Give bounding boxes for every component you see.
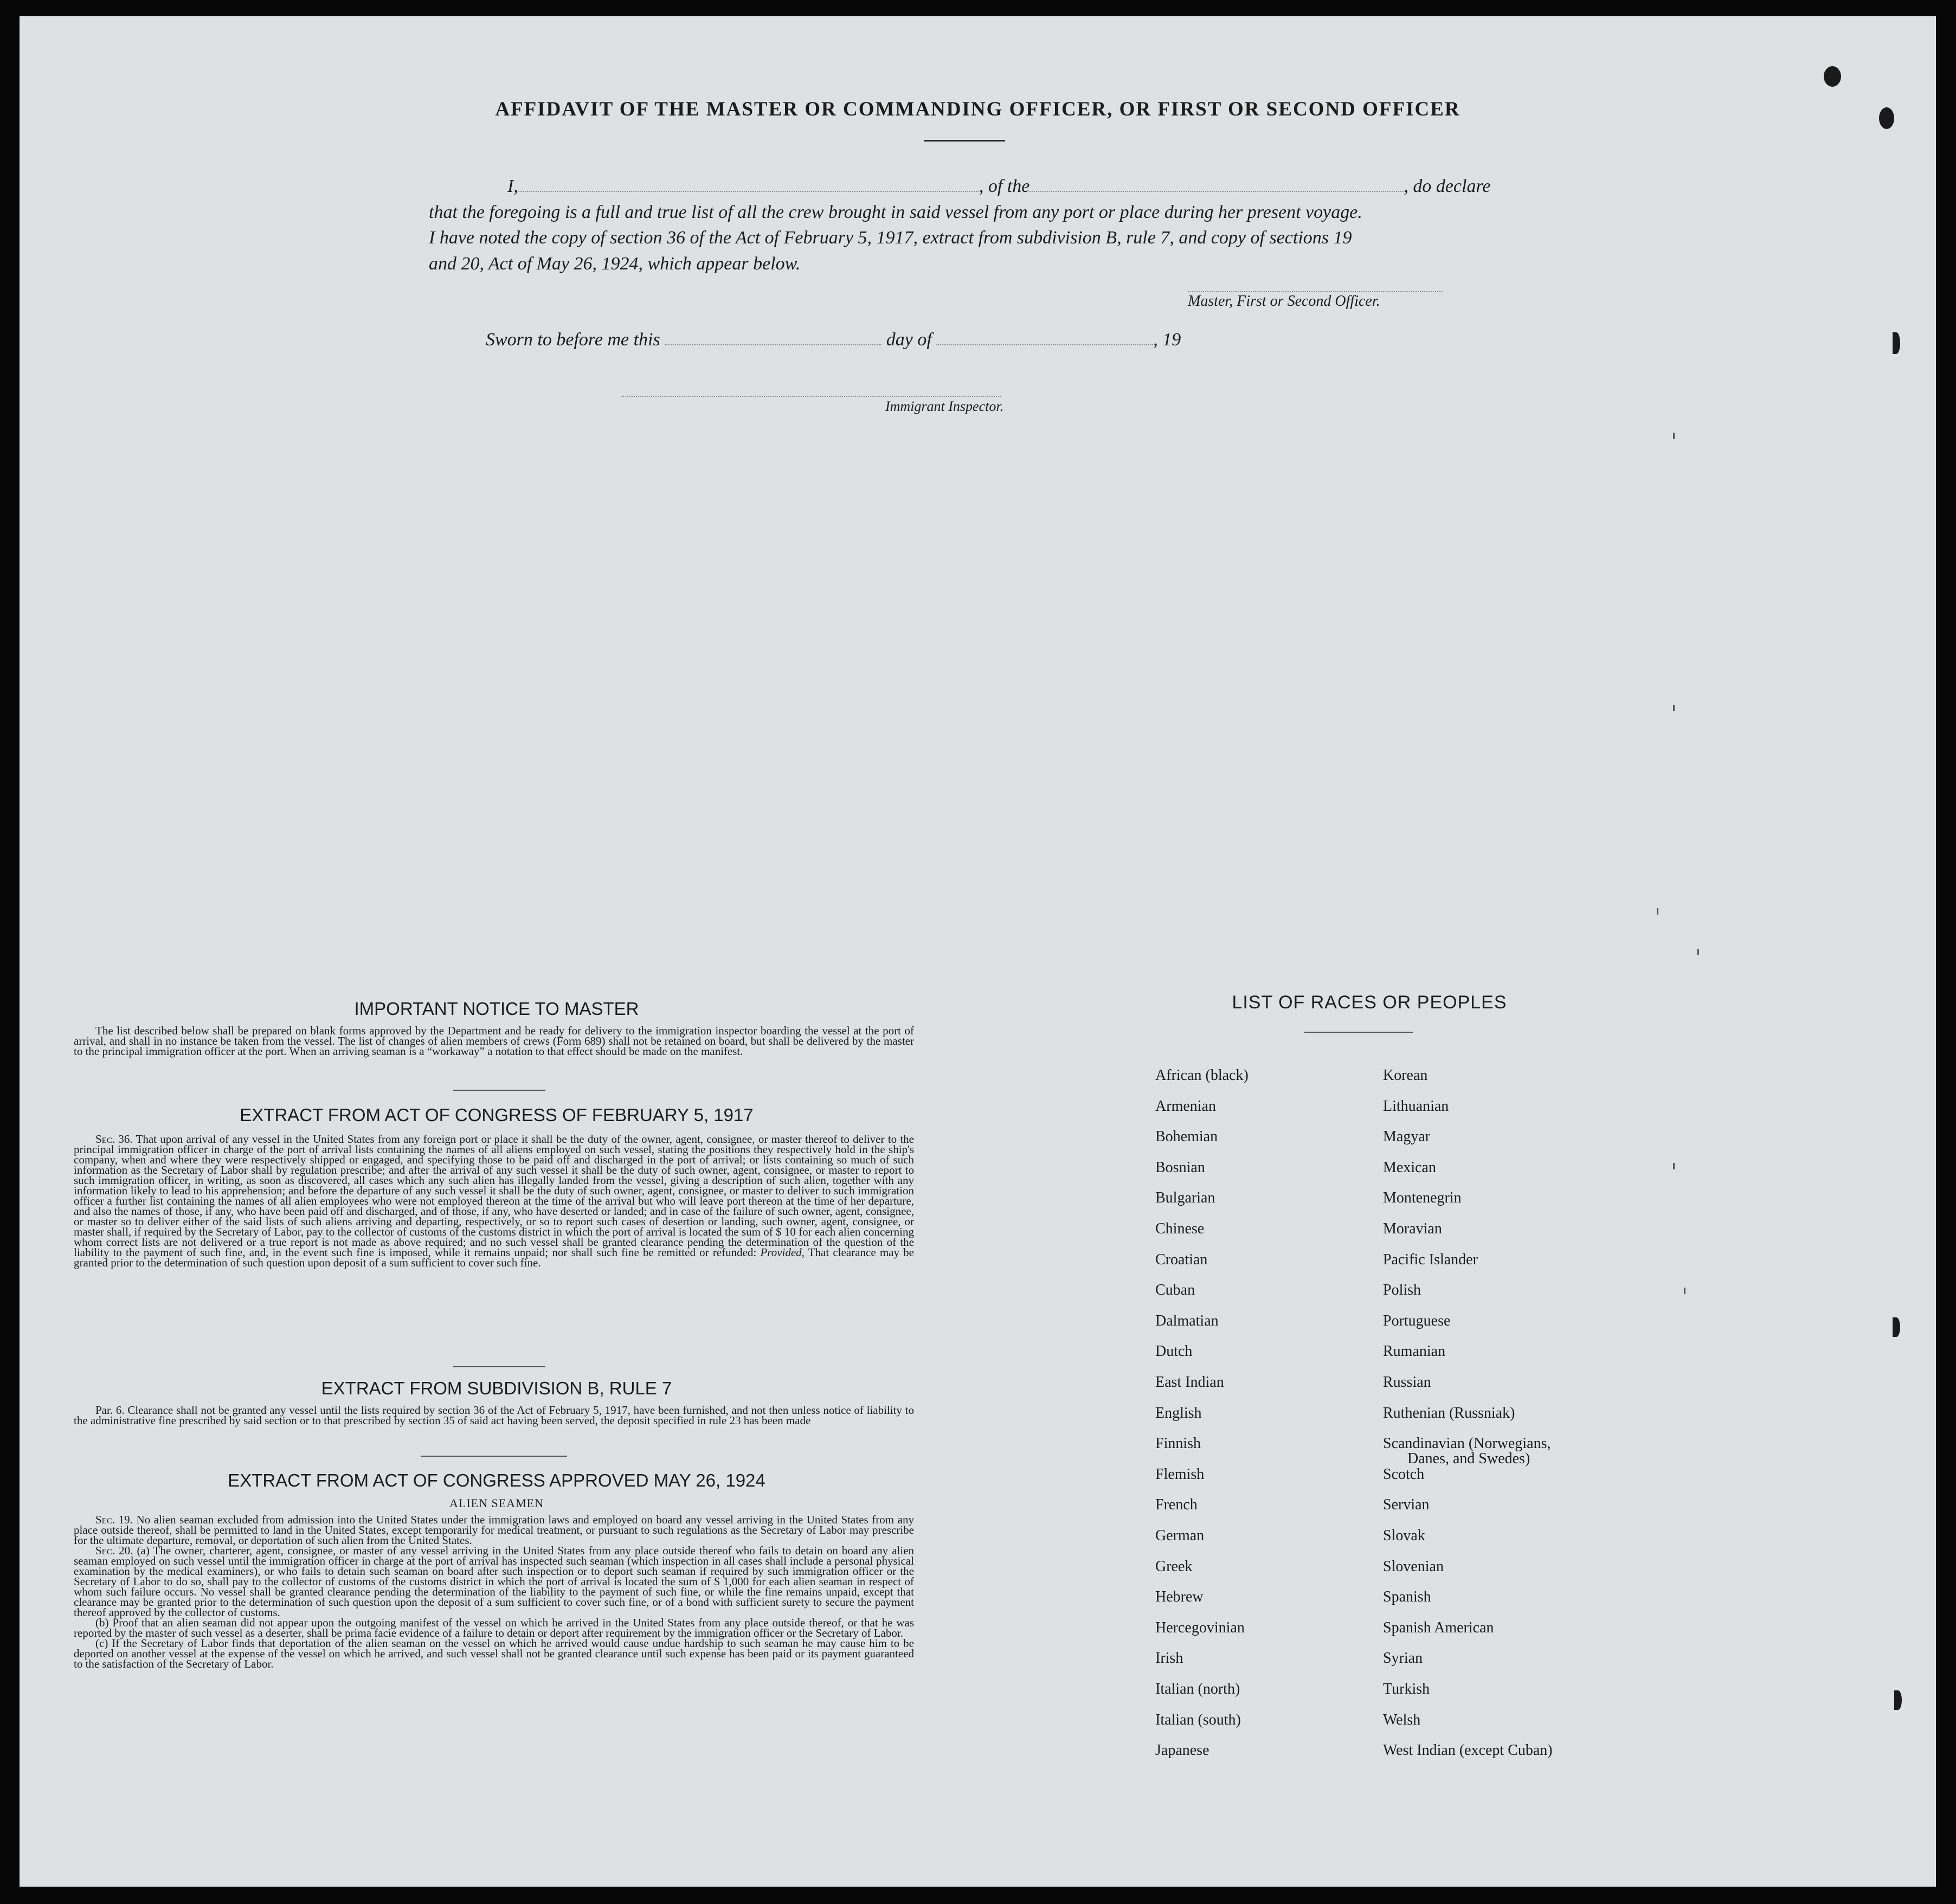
race-item: Italian (north) (1155, 1681, 1240, 1697)
race-item: Bosnian (1155, 1159, 1205, 1176)
extract-1924-text (74, 1515, 914, 1669)
sec19-body: No alien seaman excluded from admission into the United States under the immigration laws and employed on board any vessel arriving in the United States from any place outside thereof, shall be permitted to land in the United States, except temporarily for medical treatment, or pursuant to such regulations as the Secretary of Labor may prescribe for the ultimate departure, removal, or deportation of such alien from the United States. (74, 1513, 914, 1547)
race-item: French (1155, 1496, 1198, 1514)
race-item: Slovak (1383, 1527, 1425, 1544)
race-item: Pacific Islander (1383, 1251, 1478, 1268)
race-item: Syrian (1383, 1650, 1423, 1667)
binder-hole (1879, 107, 1894, 129)
race-item: Korean (1383, 1067, 1428, 1084)
race-item: Armenian (1155, 1097, 1216, 1115)
race-item: West Indian (except Cuban) (1383, 1742, 1553, 1759)
race-item: German (1155, 1527, 1205, 1544)
affidavit-line-2: that the foregoing is a full and true list of all the crew brought in said vessel from any port or place during her present voyage. (429, 202, 1362, 222)
race-item: African (black) (1155, 1067, 1249, 1084)
sec20b-paragraph: (b) Proof that an alien seaman did not appear upon the outgoing manifest of the vessel on which he arrived in the United States from any place outside thereof, or that he was reported by the master of such vessel as a deserter, shall be prima facie evidence of a failure to detain or deport after requirement by the immigration officer or the Secretary of Labor. (74, 1616, 914, 1639)
rule7-title: EXTRACT FROM SUBDIVISION B, RULE 7 (321, 1378, 672, 1398)
sec36-end: That clearance may be granted prior to the determination of such question upon deposit of a sum sufficient to cover such fine. (74, 1246, 915, 1269)
binder-hole (1893, 332, 1900, 354)
race-item: Cuban (1155, 1282, 1195, 1299)
divider (453, 1366, 545, 1367)
divider (453, 1090, 545, 1091)
affidavit-line-1 (429, 176, 1516, 197)
par6-label: Par. 6. (95, 1404, 125, 1417)
sec20a-body: (a) The owner, charterer, agent, consignee, or master of any vessel arriving in the United States from any place outside thereof who fails to detain on board any alien seaman employed on such vessel until the immigration officer in charge at the port of arrival has inspected such seaman (which inspection in all cases shall include a personal physical examination by the medical examiners), or who fails to detain such seaman on board after such inspection or to deport such seaman if required by such immigration officer or the Secretary of Labor to do so, shall pay to the collector of customs of the customs district in which the port of arrival is located the sum of $ 1,000 for each alien seaman in respect of whom such failure occurs. No vessel shall be granted clearance pending the determination of the liability to the payment of such fine, or while the fine remains unpaid, except that clearance may be granted prior to the determination of such question upon the deposit of a sum sufficient to cover such fine, or of a bond with sufficient surety to secure the payment thereof approved by the collector of customs. (74, 1544, 915, 1619)
inspector-label: Immigrant Inspector. (885, 398, 1004, 414)
race-item: Portuguese (1383, 1312, 1451, 1329)
race-item: Dalmatian (1155, 1312, 1219, 1329)
sec20a-paragraph (74, 1546, 914, 1618)
race-item: English (1155, 1404, 1202, 1421)
month-blank[interactable] (936, 344, 1153, 345)
sec20c-paragraph: (c) If the Secretary of Labor finds that deportation of the alien seaman on the vessel on which he arrived would cause undue hardship to such seaman he may cause him to be deported on another vessel at the expense of the vessel on which he arrived, and such vessel shall not be granted clearance until such expense has been paid or its payment guaranteed to the satisfaction of the Secretary of Labor. (74, 1637, 914, 1670)
vessel-blank[interactable] (1030, 191, 1404, 192)
race-item: Polish (1383, 1282, 1421, 1299)
race-item: Spanish American (1383, 1619, 1494, 1636)
margin-tick (1673, 433, 1675, 439)
extract-1924-title: EXTRACT FROM ACT OF CONGRESS APPROVED MAY 26, 1924 (228, 1470, 765, 1490)
document-page (20, 16, 1936, 1887)
race-item: Greek (1155, 1558, 1193, 1575)
inspector-signature-blank[interactable] (621, 396, 1001, 397)
sec20-label: Sec. 20. (95, 1544, 133, 1557)
binder-hole (1893, 1317, 1900, 1337)
race-item: Japanese (1155, 1742, 1209, 1759)
race-item: Flemish (1155, 1465, 1205, 1483)
races-divider (1304, 1032, 1413, 1033)
race-item: Scotch (1383, 1465, 1425, 1483)
name-blank[interactable] (518, 191, 979, 192)
race-item: Chinese (1155, 1220, 1205, 1237)
margin-tick (1673, 705, 1675, 711)
day-blank[interactable] (665, 344, 882, 345)
race-item: Servian (1383, 1496, 1430, 1514)
race-item: Croatian (1155, 1251, 1208, 1268)
divider (421, 1456, 567, 1457)
year-label: , 19 (1153, 330, 1181, 350)
binder-hole (1894, 1690, 1902, 1710)
race-item: Lithuanian (1383, 1097, 1449, 1115)
sworn-label: Sworn to before me this (486, 330, 660, 350)
day-of-label: day of (886, 330, 932, 350)
provided-label: Provided, (760, 1246, 805, 1259)
race-item: Moravian (1383, 1220, 1442, 1237)
sec19-label: Sec. 19. (95, 1513, 133, 1526)
race-item: Spanish (1383, 1588, 1431, 1606)
affidavit-i-label: I, (507, 176, 518, 196)
title-underline (924, 140, 1005, 141)
rule7-text (74, 1405, 914, 1426)
race-item: Hercegovinian (1155, 1619, 1245, 1636)
sec36-label: Sec. 36. (95, 1133, 133, 1146)
notice-title: IMPORTANT NOTICE TO MASTER (354, 999, 639, 1019)
race-item: Montenegrin (1383, 1189, 1462, 1207)
race-item: Bulgarian (1155, 1189, 1215, 1207)
affidavit-line-4: and 20, Act of May 26, 1924, which appear below. (429, 254, 801, 274)
race-item: Finnish (1155, 1435, 1201, 1452)
race-item: Italian (south) (1155, 1711, 1241, 1728)
race-item: Scandinavian (Norwegians, (1383, 1435, 1551, 1452)
race-item: East Indian (1155, 1374, 1224, 1391)
master-signature-label: Master, First or Second Officer. (1188, 293, 1380, 310)
race-item: Ruthenian (Russniak) (1383, 1404, 1515, 1421)
race-item: Danes, and Swedes) (1407, 1450, 1530, 1468)
race-item: Rumanian (1383, 1343, 1446, 1360)
sec19-paragraph (74, 1515, 914, 1546)
alien-seamen-subtitle: ALIEN SEAMEN (449, 1496, 544, 1510)
race-item: Magyar (1383, 1128, 1431, 1146)
affidavit-do-declare: , do declare (1404, 176, 1491, 196)
margin-tick (1657, 908, 1658, 915)
sworn-line (486, 330, 1181, 350)
par6-body: Clearance shall not be granted any vessel until the lists required by section 36 of the Act of February 5, 1917, have been furnished, and not then unless notice of liability to the administrative fine prescribed by said section or to that prescribed by section 35 of said act having been served, the deposit specified in rule 23 has been made (74, 1404, 914, 1427)
race-item: Slovenian (1383, 1558, 1444, 1575)
affidavit-title: AFFIDAVIT OF THE MASTER OR COMMANDING OFFICER, OR FIRST OR SECOND OFFICER (495, 98, 1460, 120)
race-item: Irish (1155, 1650, 1183, 1667)
races-title: LIST OF RACES OR PEOPLES (1232, 992, 1507, 1013)
race-item: Hebrew (1155, 1588, 1204, 1606)
race-item: Russian (1383, 1374, 1431, 1391)
race-item: Bohemian (1155, 1128, 1218, 1146)
race-item: Mexican (1383, 1159, 1436, 1176)
binder-hole (1824, 66, 1841, 87)
margin-tick (1697, 949, 1699, 955)
notice-text: The list described below shall be prepared on blank forms approved by the Department and be ready for delivery to the immigration inspector boarding the vessel at the port of arrival, and shall in no instance be taken from the vessel. The list of changes of alien members of crews (Form 689) shall not be retained on board, but shall be delivered by the master to the principal immigration officer at the port. When an arriving seaman is a “workaway” a notation to that effect should be made on the manifest. (74, 1024, 914, 1058)
affidavit-line-3: I have noted the copy of section 36 of the Act of February 5, 1917, extract from subdivision B, rule 7, and copy of sections 19 (429, 228, 1352, 248)
race-item: Welsh (1383, 1711, 1421, 1728)
margin-tick (1673, 1163, 1675, 1169)
extract-1917-title: EXTRACT FROM ACT OF CONGRESS OF FEBRUARY 5, 1917 (240, 1105, 754, 1125)
affidavit-of-the: , of the (979, 176, 1030, 196)
race-item: Dutch (1155, 1343, 1193, 1360)
sec36-body: That upon arrival of any vessel in the United States from any foreign port or place it shall be the duty of the owner, agent, consignee, or master thereof to deliver to the principal immigration officer in charge of the port of arrival lists containing the names of all aliens employed on such vessel, stating the positions they respectively hold in the ship's company, when and where they were respectively shipped or engaged, and specifying those to be paid off and discharged in the port of arrival; or lists containing so much of such information as the Secretary of Labor shall by regulation prescribe; and after the arrival of any such vessel it shall be the duty of such owner, agent, consignee, or master to report to such immigration officer, in writing, as soon as discovered, all cases which any such alien has illegally landed from the vessel, giving a description of such alien, together with any information likely to lead to his apprehension; and before the departure of any such vessel it shall be the duty of such owner, agent, consignee, or master to deliver to such immigration officer a further list containing the names of all alien employees who were not employed thereon at the time of the arrival but who will leave port thereon at the time of her departure, and also the names of those, if any, who have been paid off and discharged, and of those, if any, who have deserted or landed; and in case of the failure of such owner, agent, consignee, or master so to deliver either of the said lists of such aliens arriving and departing, respectively, or so to report such cases of desertion or landing, such owner, agent, consignee, or master shall, if required by the Secretary of Labor, pay to the collector of customs of the customs district in which the port of arrival is located the sum of $ 10 for each alien concerning whom correct lists are not delivered or a true report is not made as above required; and no such vessel shall be granted clearance pending the determination of the question of the liability to the payment of such fine, and, in the event such fine is imposed, while it remains unpaid; nor shall such fine be remitted or refunded: (74, 1133, 914, 1259)
race-item: Turkish (1383, 1681, 1430, 1697)
margin-tick (1684, 1288, 1685, 1294)
extract-1917-text (74, 1134, 914, 1268)
